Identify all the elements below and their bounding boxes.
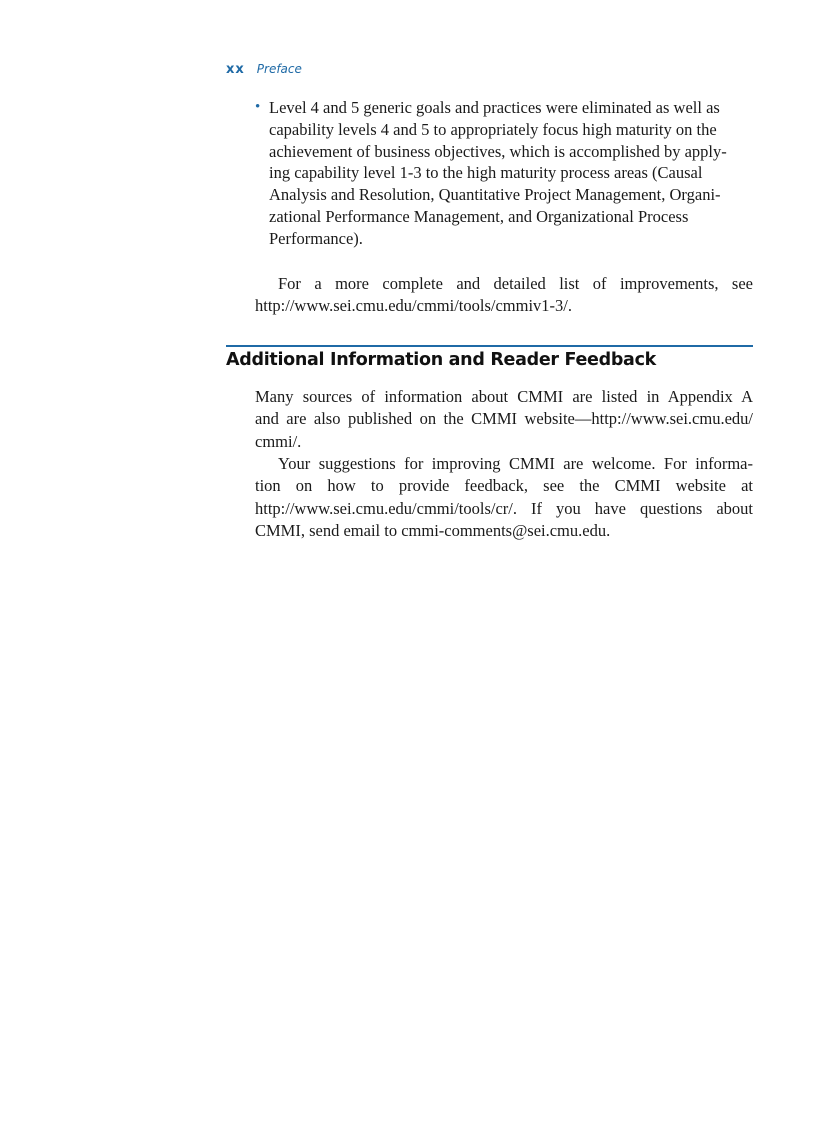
page-number: xx: [226, 62, 245, 77]
section-paragraph-2: [255, 453, 753, 543]
bullet-line: Analysis and Resolution, Quantitative Project Management, Organi-: [269, 185, 721, 205]
bullet-line: achievement of business objectives, which is accomplished by apply-: [269, 141, 727, 161]
section-heading: Additional Information and Reader Feedback: [226, 350, 656, 370]
improvements-link[interactable]: http://www.sei.cmu.edu/cmmi/tools/cmmiv1-3/.: [255, 296, 572, 316]
paragraph-line: CMMI, send email to cmmi-comments@sei.cmu.edu.: [255, 521, 611, 541]
bullet-marker: •: [255, 99, 261, 115]
section-paragraph-1: [255, 386, 753, 453]
paragraph-line: Many sources of information about CMMI are listed in Appendix A: [255, 387, 753, 406]
bullet-line: Level 4 and 5 generic goals and practices were eliminated as well as: [269, 98, 720, 117]
paragraph-line: tion on how to provide feedback, see the CMMI website at: [255, 476, 753, 496]
running-head: [226, 62, 302, 77]
paragraph-line: cmmi/.: [255, 431, 302, 451]
bullet-line: Performance).: [269, 228, 363, 248]
paragraph-line: For a more complete and detailed list of improvements, see: [278, 274, 753, 293]
bullet-text: [269, 97, 753, 250]
bullet-line: ing capability level 1-3 to the high maturity process areas (Causal: [269, 163, 703, 183]
paragraph-line: and are also published on the CMMI website—http://www.sei.cmu.edu/: [255, 409, 753, 429]
bullet-line: zational Performance Management, and Organizational Process: [269, 206, 689, 226]
paragraph-line: http://www.sei.cmu.edu/cmmi/tools/cr/. If you have questions about: [255, 498, 753, 518]
bullet-line: capability levels 4 and 5 to appropriately focus high maturity on the: [269, 119, 717, 139]
paragraph-line: Your suggestions for improving CMMI are welcome. For informa-: [278, 454, 753, 473]
running-title: Preface: [256, 62, 302, 76]
improvements-paragraph: [255, 273, 753, 318]
bullet-item: [255, 97, 753, 250]
section-rule: [226, 345, 753, 347]
